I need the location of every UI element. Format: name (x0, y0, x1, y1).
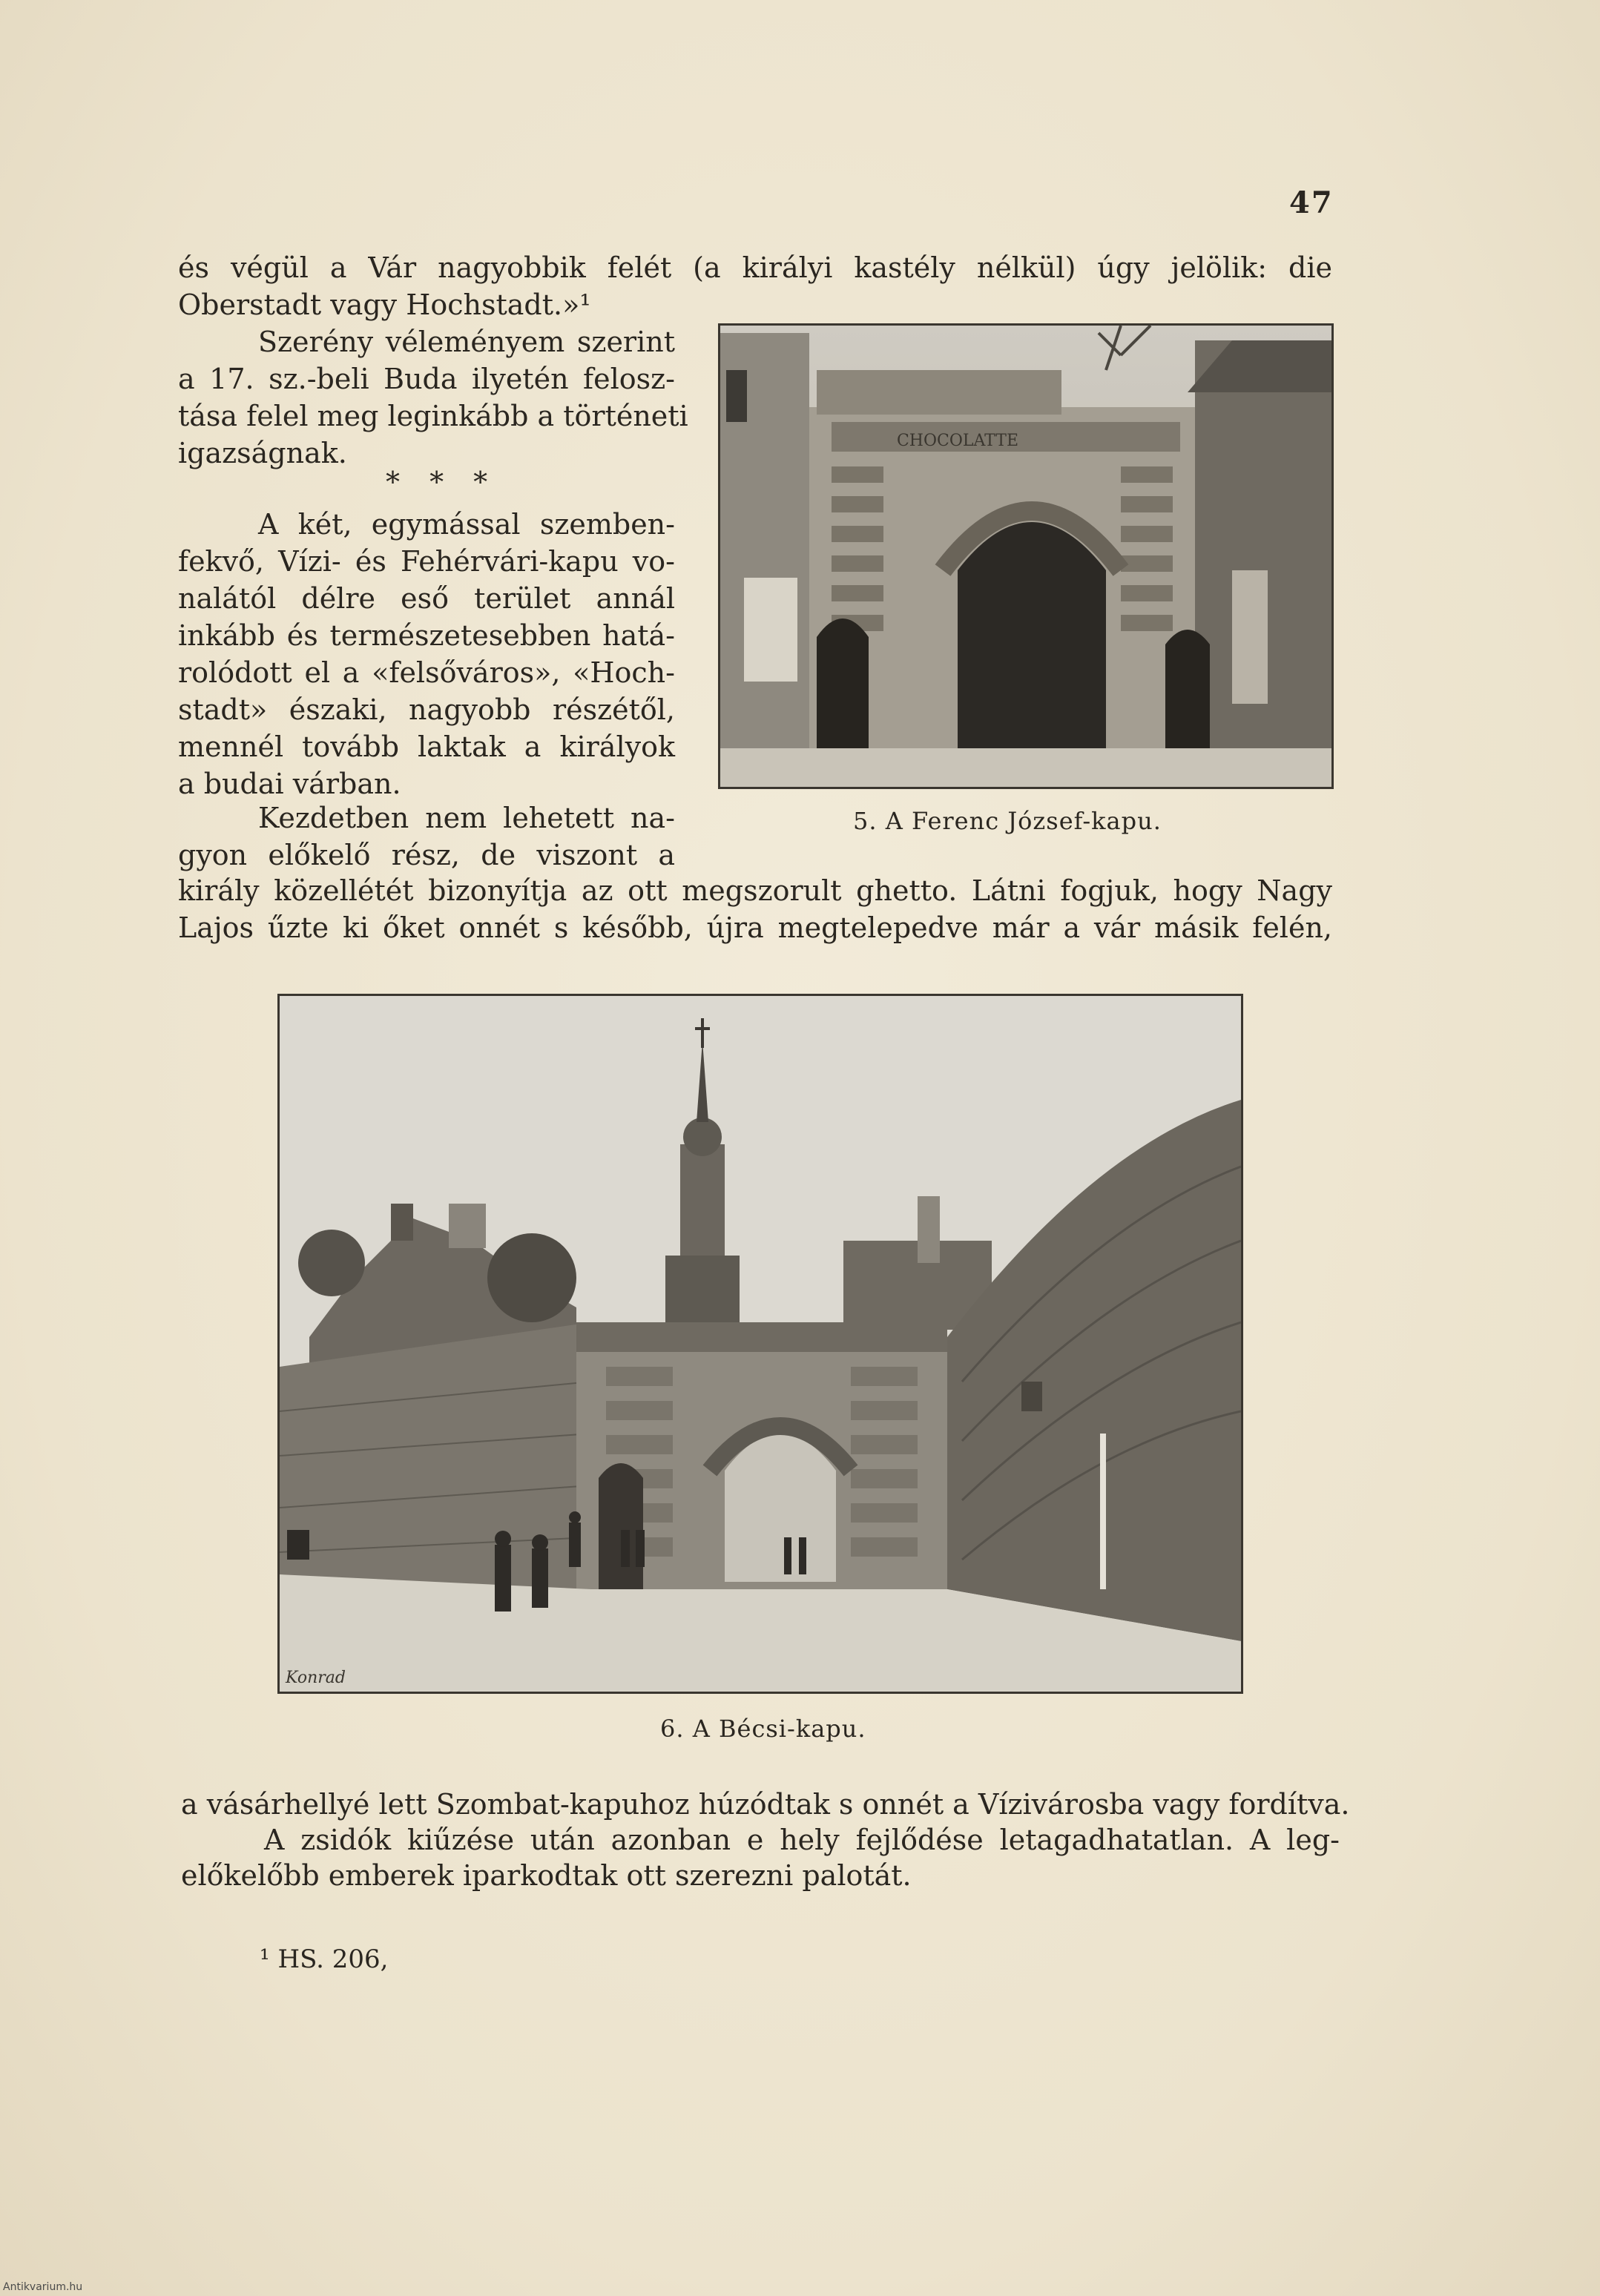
text-line: stadt» északi, nagyobb részétől, (178, 693, 675, 726)
text-line: Oberstadt vagy Hochstadt.»¹ (178, 288, 591, 321)
text-line: Szerény véleményem szerint (258, 326, 675, 358)
artist-signature: Konrad (286, 1669, 346, 1687)
page-number: 47 (1289, 185, 1334, 220)
text-line: király közellétét bizonyítja az ott megszorult ghetto. Látni fogjuk, hogy Nagy (178, 874, 1332, 907)
figure-ferenc-jozsef-gate (718, 323, 1334, 789)
figure-becsi-gate (277, 994, 1243, 1694)
text-line: Lajos űzte ki őket onnét s később, újra megtelepedve már a vár másik felén, (178, 911, 1332, 944)
watermark: Antikvarium.hu (3, 2281, 83, 2293)
text-line: és végül a Vár nagyobbik felét (a királyi kastély nélkül) úgy jelölik: die (178, 251, 1332, 284)
text-line: Kezdetben nem lehetett na- (258, 802, 675, 834)
section-divider: * * * (386, 466, 498, 498)
footnote: ¹ HS. 206, (260, 1944, 389, 1974)
text-line: gyon előkelő rész, de viszont a (178, 839, 675, 871)
text-line: mennél tovább laktak a királyok (178, 730, 675, 763)
text-line: igazságnak. (178, 437, 347, 469)
text-line: előkelőbb emberek iparkodtak ott szerezni palotát. (181, 1859, 912, 1892)
gate-illustration (720, 326, 1331, 787)
text-line: fekvő, Vízi- és Fehérvári-kapu vo- (178, 545, 675, 578)
text-line: A két, egymással szemben- (258, 508, 675, 541)
figure-6-caption: 6. A Bécsi-kapu. (660, 1715, 866, 1743)
text-line: a vásárhellyé lett Szombat-kapuhoz húzódtak s onnét a Vízivárosba vagy fordítva. (181, 1788, 1350, 1821)
text-line: a budai várban. (178, 768, 401, 800)
gate-inscription: CHOCOLATTE (896, 432, 1019, 450)
text-line: a 17. sz.-beli Buda ilyetén felosz- (178, 363, 675, 395)
text-line: rolódott el a «felsőváros», «Hoch- (178, 656, 675, 689)
gate-illustration (280, 996, 1241, 1692)
text-line: inkább és természetesebben hatá- (178, 619, 675, 652)
text-line: A zsidók kiűzése után azonban e hely fejlődése letagadhatatlan. A leg- (264, 1824, 1340, 1856)
text-line: nalától délre eső terület annál (178, 582, 675, 615)
figure-5-caption: 5. A Ferenc József-kapu. (853, 807, 1162, 835)
text-line: tása felel meg leginkább a történeti (178, 400, 688, 432)
